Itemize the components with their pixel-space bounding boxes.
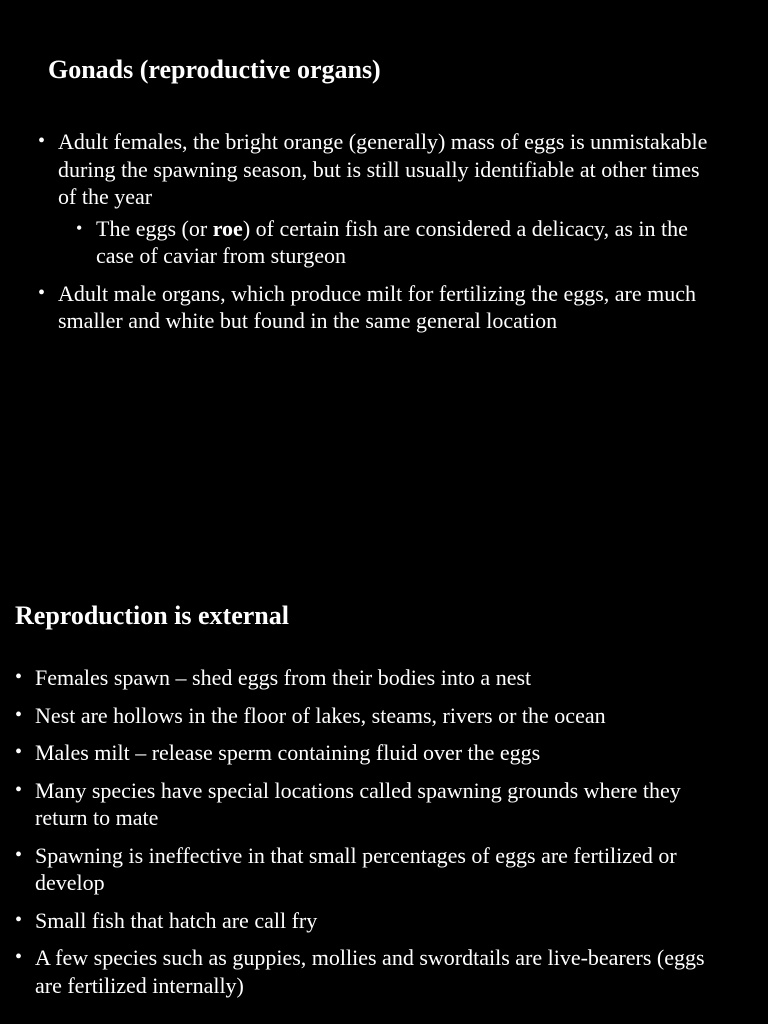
bullet-item <box>15 702 715 730</box>
bullet-text: Adult male organs, which produce milt for fertilizing the eggs, are much smaller and white but found in the same general location <box>58 280 697 333</box>
bullet-item <box>15 739 715 767</box>
bullet-dot-icon: • <box>15 843 23 866</box>
slide-title: Gonads (reproductive organs) <box>48 55 381 84</box>
slide-reproduction <box>0 512 768 1024</box>
bullet-text: Females spawn – shed eggs from their bodies into a nest <box>35 665 532 690</box>
bullet-text: Spawning is ineffective in that small percentages of eggs are fertilized or develop <box>35 842 677 895</box>
bullet-dot-icon: • <box>15 703 23 726</box>
bullet-text: A few species such as guppies, mollies and swordtails are live-bearers (eggs are fertilized internally) <box>35 945 705 998</box>
sub-bullet-list <box>58 215 718 270</box>
bullet-list <box>15 664 715 1009</box>
bullet-dot-icon: • <box>76 217 83 238</box>
bullet-item <box>15 907 715 935</box>
sub-bullet-item <box>58 215 718 270</box>
bullet-item <box>38 280 718 335</box>
bullet-dot-icon: • <box>15 946 23 968</box>
bullet-dot-icon: • <box>38 281 46 304</box>
bullet-item <box>38 128 718 270</box>
bullet-text: Adult females, the bright orange (generally) mass of eggs is unmistakable during the spawning season, but is still usually identifiable at other times of the year <box>58 129 708 209</box>
bullet-item <box>15 777 715 832</box>
bullet-list <box>38 128 718 345</box>
bullet-text: Males milt – release sperm containing fluid over the eggs <box>35 740 541 765</box>
slide-title: Reproduction is external <box>15 601 289 630</box>
sub-bullet-text-start: The eggs (or <box>96 215 213 241</box>
bullet-text: Nest are hollows in the floor of lakes, steams, rivers or the ocean <box>35 702 606 728</box>
bullet-item <box>15 664 715 692</box>
bullet-text: Small fish that hatch are call fry <box>35 907 318 933</box>
bullet-text: Many species have special locations called spawning grounds where they return to mate <box>35 777 681 830</box>
bullet-dot-icon: • <box>15 741 23 763</box>
bullet-dot-icon: • <box>15 908 23 931</box>
sub-bullet-text-end: ) of certain fish are considered a delicacy, as in the case of caviar from sturgeon <box>96 215 688 268</box>
bullet-dot-icon: • <box>15 778 23 801</box>
roe-term: roe <box>212 215 243 241</box>
bullet-dot-icon: • <box>15 666 23 688</box>
bullet-item <box>15 944 715 999</box>
bullet-dot-icon: • <box>38 130 46 152</box>
bullet-item <box>15 842 715 897</box>
